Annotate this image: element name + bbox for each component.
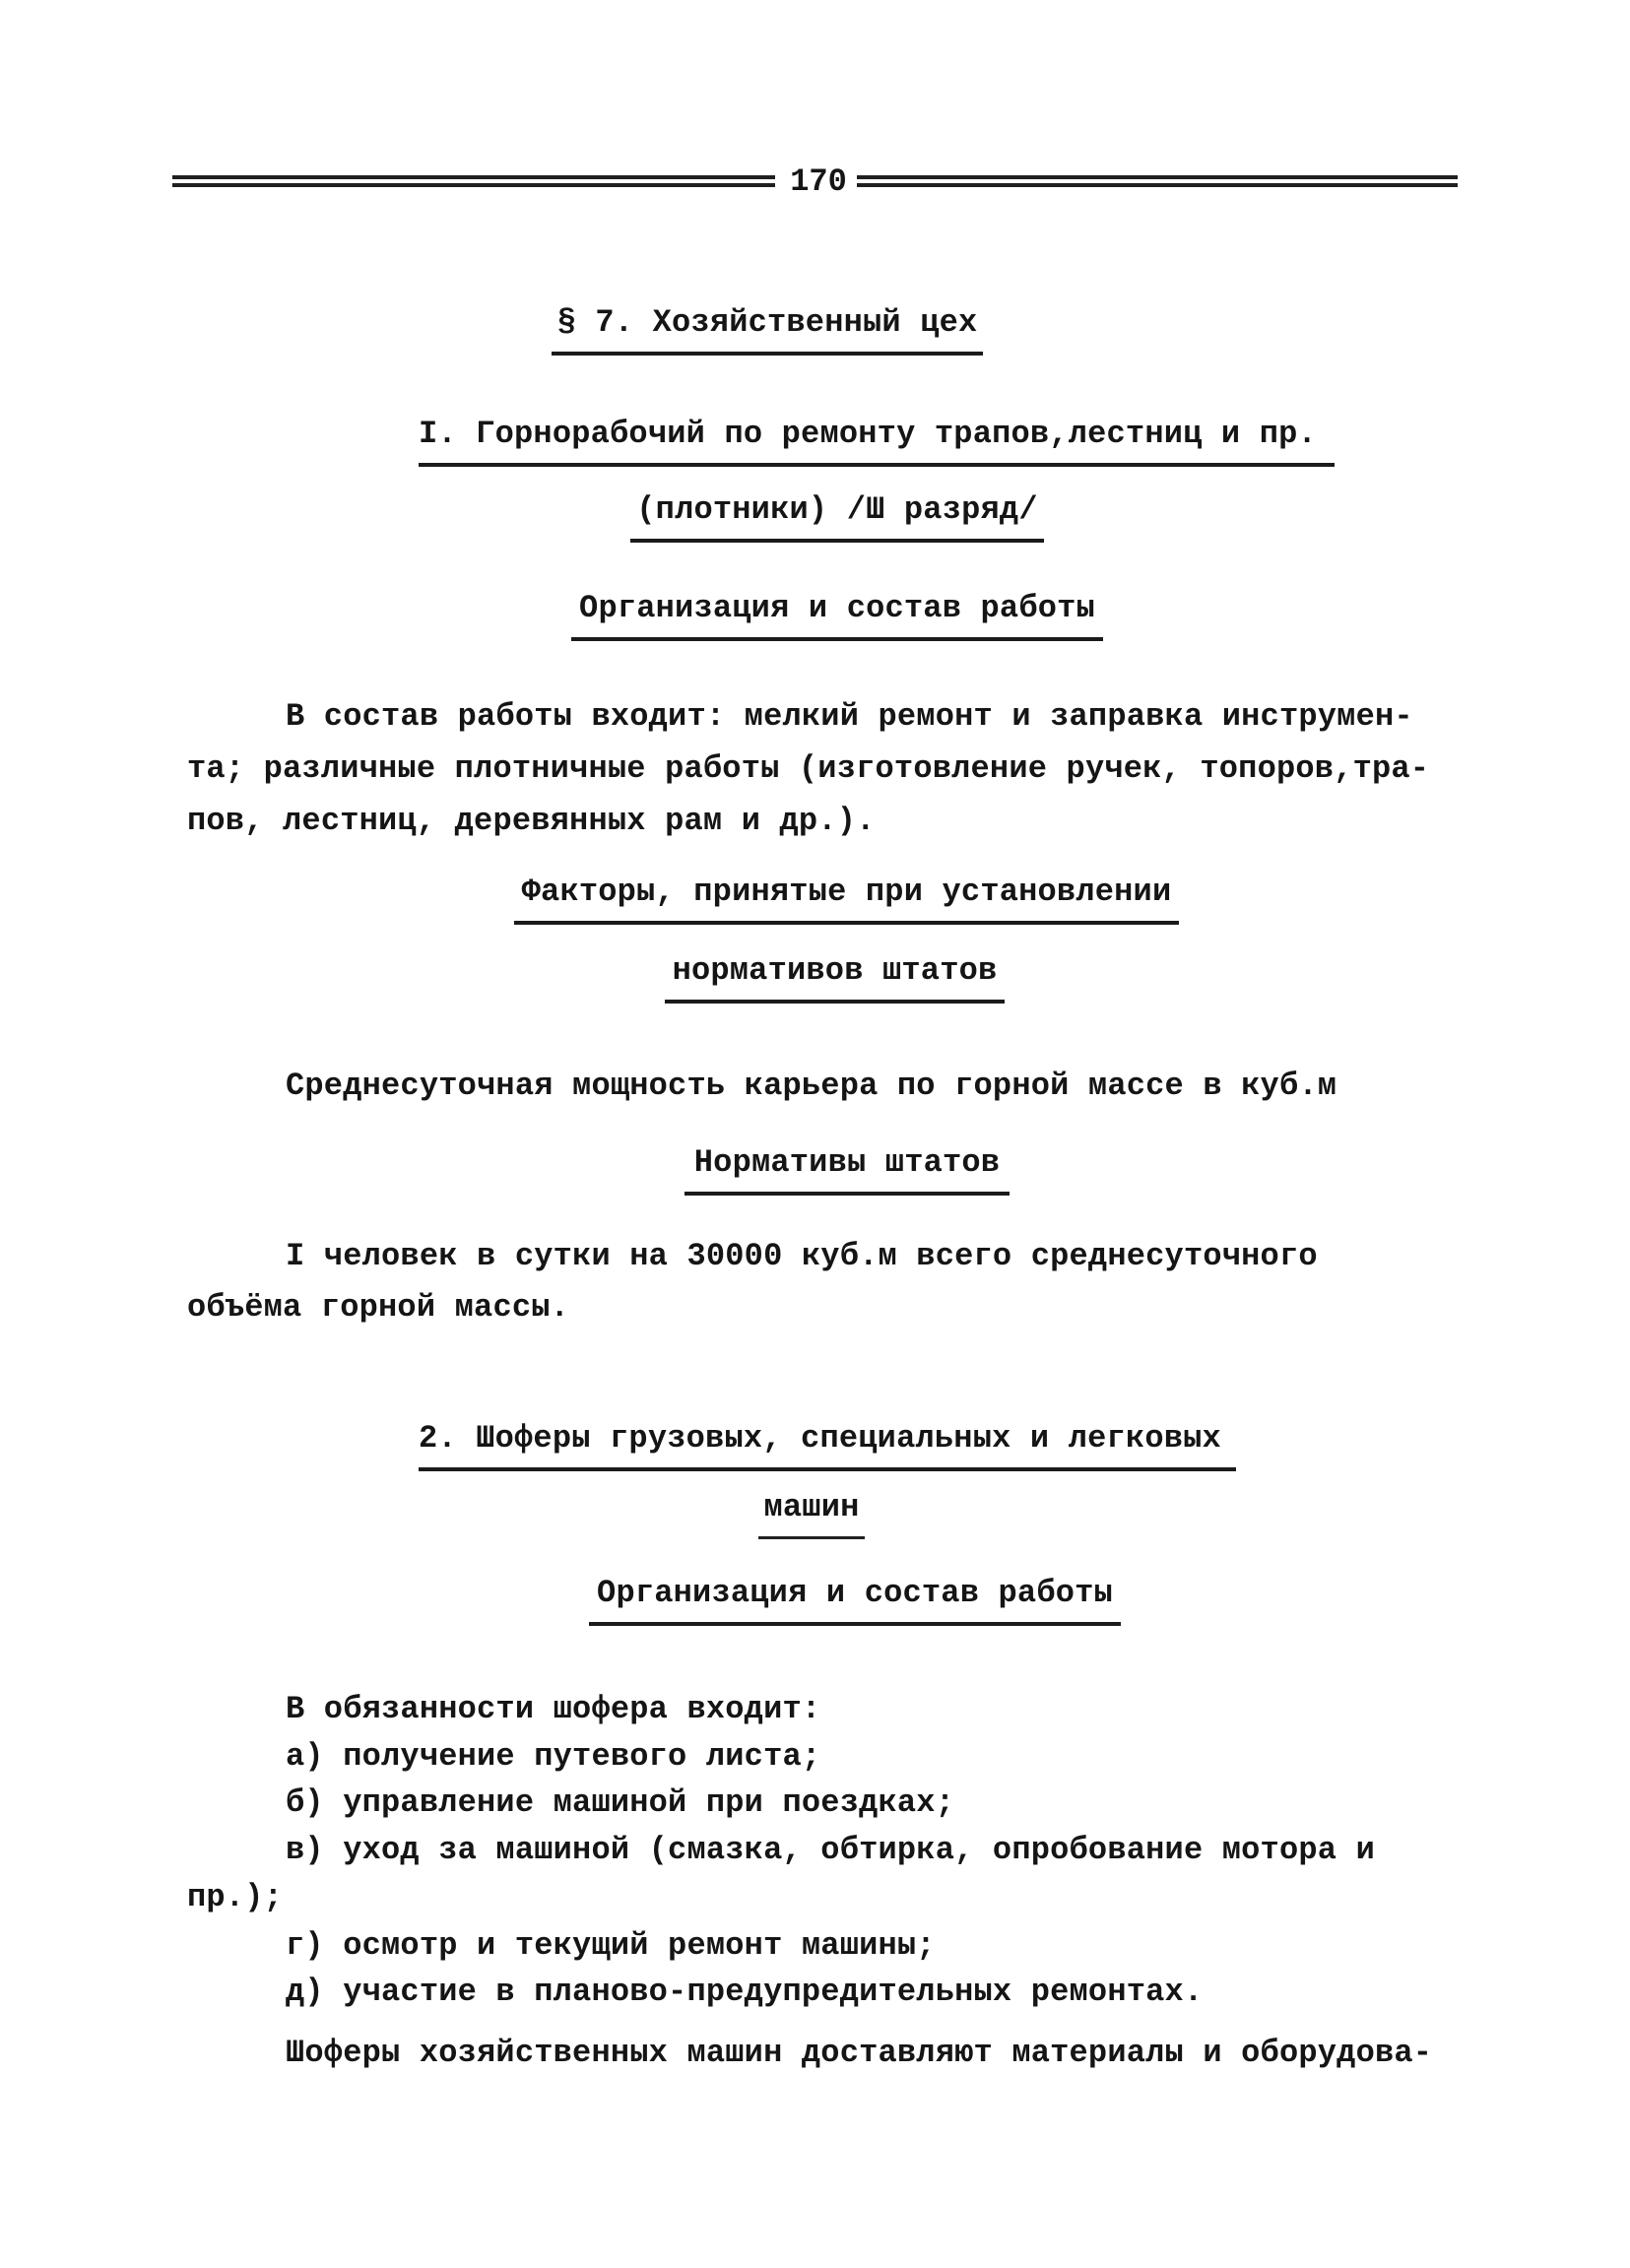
carpenter-work-line-3: пов, лестниц, деревянных рам и др.). bbox=[187, 803, 876, 839]
driver-duty-line-3: б) управление машиной при поездках; bbox=[286, 1784, 955, 1821]
carpenter-norm-line-2: объёма горной массы. bbox=[187, 1289, 570, 1326]
carpenter-title-line-2: (плотники) /Ш разряд/ bbox=[630, 489, 1044, 543]
driver-duty-line-1: В обязанности шофера входит: bbox=[286, 1691, 821, 1727]
carpenter-work-line-1: В состав работы входит: мелкий ремонт и заправка инструмен- bbox=[286, 698, 1413, 735]
section-title: § 7. Хозяйственный цех bbox=[552, 302, 983, 356]
header-rule-left bbox=[172, 175, 775, 187]
carpenter-factors-heading-line-2: нормативов штатов bbox=[665, 950, 1005, 1004]
carpenter-organization-heading: Организация и состав работы bbox=[571, 588, 1103, 641]
carpenter-norms-heading: Нормативы штатов bbox=[685, 1142, 1010, 1196]
header-rule-right bbox=[857, 175, 1458, 187]
page-header bbox=[172, 162, 1458, 204]
driver-duty-line-8: Шоферы хозяйственных машин доставляют материалы и оборудова- bbox=[286, 2035, 1433, 2071]
carpenter-norm-line-1: I человек в сутки на 30000 куб.м всего среднесуточного bbox=[286, 1238, 1318, 1274]
driver-title-line-1: 2. Шоферы грузовых, специальных и легковых bbox=[419, 1418, 1236, 1471]
driver-duty-line-6: г) осмотр и текущий ремонт машины; bbox=[286, 1927, 936, 1964]
page-number: 170 bbox=[790, 163, 847, 200]
driver-duty-line-7: д) участие в планово-предупредительных ремонтах. bbox=[286, 1974, 1204, 2010]
driver-organization-heading: Организация и состав работы bbox=[589, 1573, 1121, 1626]
carpenter-work-line-2: та; различные плотничные работы (изготовление ручек, топоров,тра- bbox=[187, 750, 1430, 787]
driver-duty-line-5: пр.); bbox=[187, 1879, 284, 1915]
carpenter-factors-heading-line-1: Факторы, принятые при установлении bbox=[514, 872, 1179, 925]
carpenter-title-line-1: I. Горнорабочий по ремонту трапов,лестниц и пр. bbox=[419, 414, 1335, 467]
driver-duty-line-4: в) уход за машиной (смазка, обтирка, опробование мотора и bbox=[286, 1832, 1375, 1868]
carpenter-factor-text: Среднесуточная мощность карьера по горной массе в куб.м bbox=[286, 1068, 1337, 1104]
driver-title-line-2: машин bbox=[758, 1487, 865, 1539]
driver-duty-line-2: а) получение путевого листа; bbox=[286, 1738, 821, 1775]
